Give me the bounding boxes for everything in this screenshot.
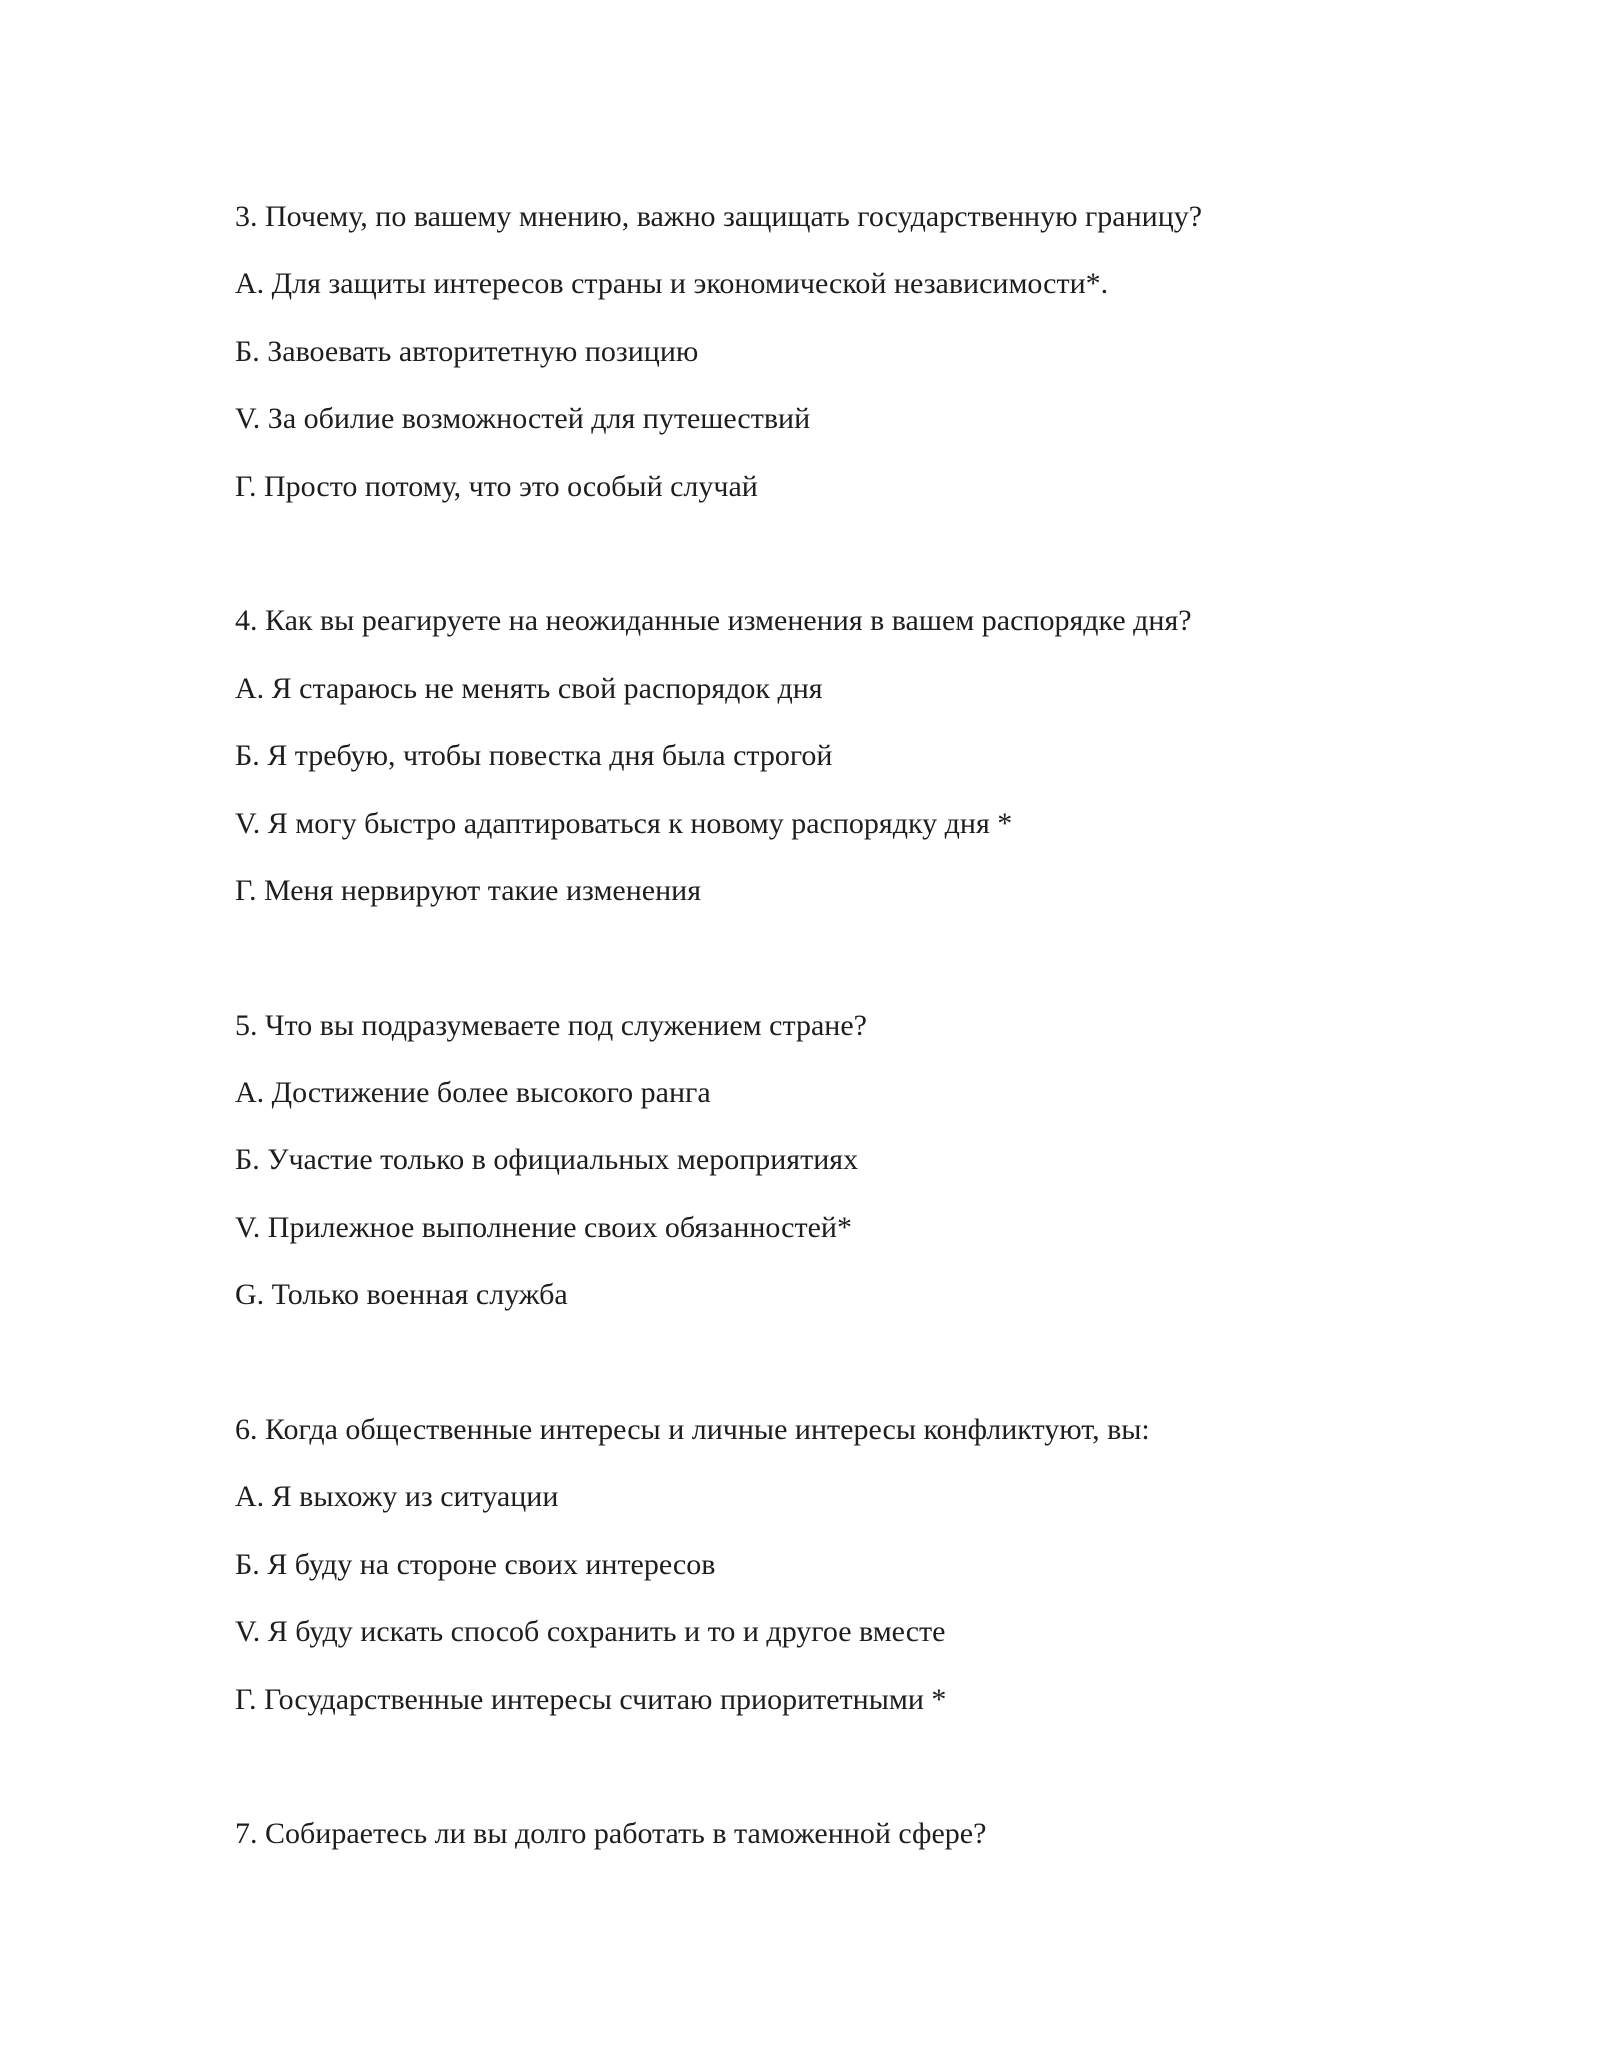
answer-option: Б. Завоевать авторитетную позицию [235, 334, 699, 368]
answer-option: Г. Меня нервируют такие изменения [235, 873, 702, 907]
question-block-7 [235, 1800, 1435, 1867]
answer-option: Б. Участие только в официальных мероприятиях [235, 1143, 859, 1177]
question-text: 6. Когда общественные интересы и личные интересы конфликтуют, вы: [235, 1413, 1150, 1447]
answer-option: V. Прилежное выполнение своих обязанностей* [235, 1210, 852, 1244]
answer-option: V. Я буду искать способ сохранить и то и другое вместе [235, 1615, 946, 1649]
question-text: 5. Что вы подразумеваете под служением стране? [235, 1008, 867, 1042]
question-block-4 [235, 587, 1435, 924]
question-text: 3. Почему, по вашему мнению, важно защищать государственную границу? [235, 200, 1203, 233]
question-text: 4. Как вы реагируете на неожиданные изменения в вашем распорядке дня? [235, 604, 1192, 638]
answer-option: V. Я могу быстро адаптироваться к новому распорядку дня * [235, 806, 1013, 840]
answer-option: А. Достижение более высокого ранга [235, 1076, 711, 1110]
answer-option: Г. Просто потому, что это особый случай [235, 469, 758, 503]
answer-option: Б. Я требую, чтобы повестка дня была строгой [235, 739, 833, 773]
blank-line [235, 1733, 1435, 1800]
blank-line [235, 520, 1435, 587]
answer-option: V. За обилие возможностей для путешествий [235, 402, 811, 436]
question-block-5 [235, 992, 1435, 1329]
question-block-3 [235, 183, 1435, 520]
blank-line [235, 1329, 1435, 1396]
answer-option: А. Я стараюсь не менять свой распорядок дня [235, 671, 823, 705]
blank-line [235, 924, 1435, 991]
answer-option: Б. Я буду на стороне своих интересов [235, 1547, 716, 1581]
answer-option: G. Только военная служба [235, 1278, 568, 1312]
question-block-6 [235, 1396, 1435, 1733]
answer-option: А. Я выхожу из ситуации [235, 1480, 559, 1514]
answer-option: Г. Государственные интересы считаю приоритетными * [235, 1682, 947, 1716]
answer-option: А. Для защиты интересов страны и экономической независимости*. [235, 267, 1109, 301]
question-text: 7. Собираетесь ли вы долго работать в таможенной сфере? [235, 1817, 987, 1851]
questionnaire [235, 183, 1435, 1868]
